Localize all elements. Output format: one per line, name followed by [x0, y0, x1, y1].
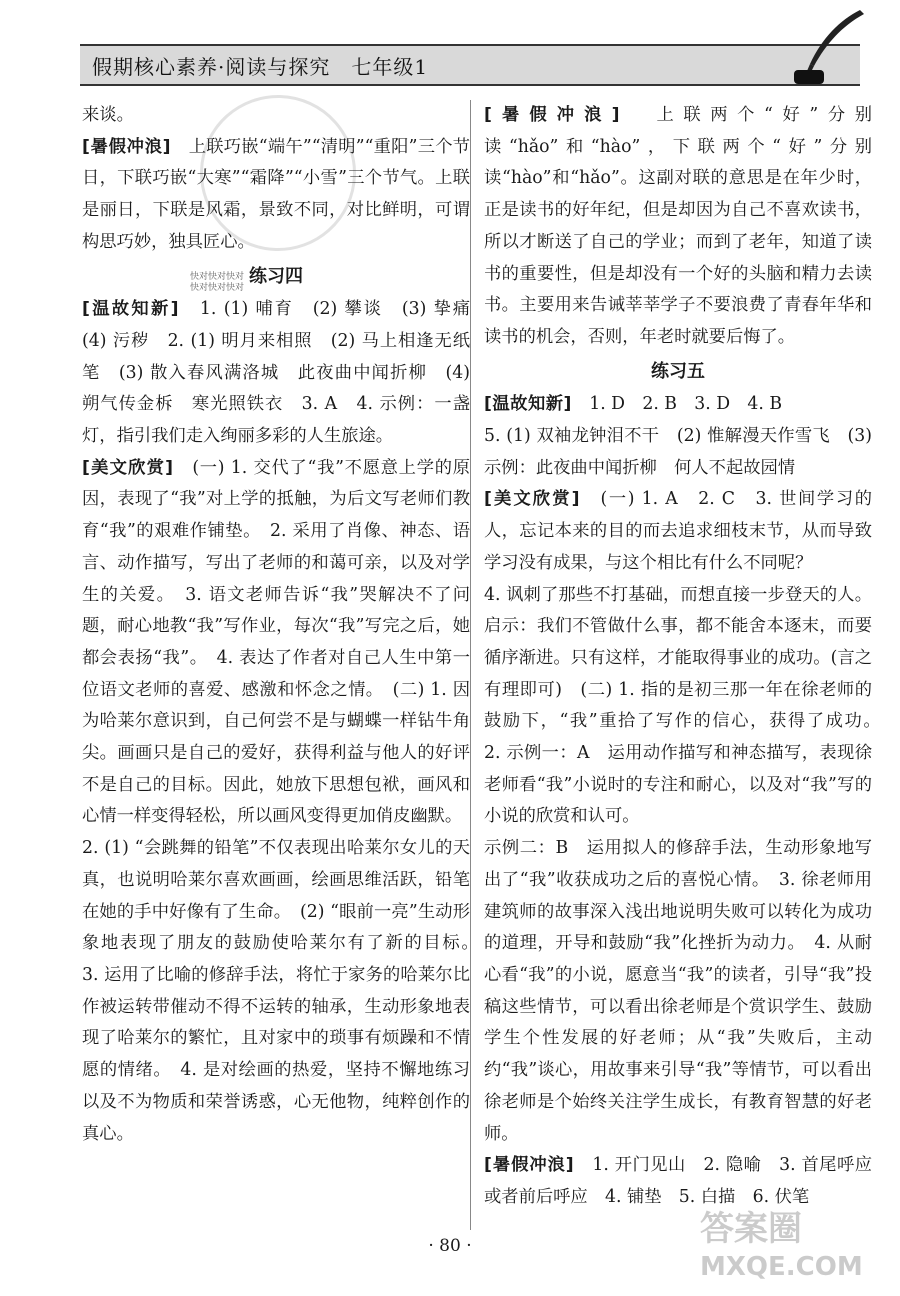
answer-paragraph	[82, 453, 470, 833]
answer-text: 上联两个“好”分别读“hǎo”和“hào”，下联两个“好”分别读“hào”和“hǎo”。这副对联的意思是在年少时，正是读书的好年纪，但是却因为自己不喜欢读书，所以才断送了自己的学业；而到了老年，知道了读书的重要性，但是却没有一个好的头脑和精力去读书。主要用来告诫莘莘学子不要浪费了青春年华和读书的机会，否则，年老时就要后悔了。	[484, 105, 873, 347]
answer-text: 2. (1) “会跳舞的铅笔”不仅表现出哈莱尔女儿的天真，也说明哈莱尔喜欢画画，绘画思维活跃，铅笔在她的手中好像有了生命。 (2) “眼前一亮”生动形象地表现了朋友的鼓励使哈莱尔有了新的目标。 3. 运用了比喻的修辞手法，将忙于家务的哈莱尔比作被运转带催动不得不运转的轴承，生动形象地表现了哈莱尔的繁忙，且对家中的琐事有烦躁和不情愿的情绪。 4. 是对绘画的热爱，坚持不懈地练习以及不为物质和荣誉诱惑，心无他物，纯粹创作的真心。	[82, 838, 488, 1144]
section-tag: [暑假冲浪]	[82, 136, 172, 157]
answer-text: 1. (1) 哺育 (2) 攀谈 (3) 挚痛 (4) 污秽 2. (1) 明月来相照 (2) 马上相逢无纸笔 (3) 散入春风满洛城 此夜曲中闻折柳 (4) 朔气传金柝 寒光照铁衣 3. A 4. 示例：一盏灯，指引我们走入绚丽多彩的人生旅途。	[82, 299, 488, 447]
answer-text: 5. (1) 双袖龙钟泪不干 (2) 惟解漫天作雪飞 (3) 示例：此夜曲中闻折柳 何人不起故园情	[484, 426, 872, 478]
watermark-line: MXQE.COM	[700, 1252, 863, 1282]
answer-paragraph	[484, 100, 872, 354]
answer-text: 4. 讽刺了那些不打基础，而想直接一步登天的人。启示：我们不管做什么事，都不能舍本逐末，而要循序渐进。只有这样，才能取得事业的成功。(言之有理即可) (二) 1. 指的是初三那一年在徐老师的鼓励下，“我”重拾了写作的信心，获得了成功。 2. 示例一：A 运用动作描写和神态描写，表现徐老师看“我”小说时的专注和耐心，以及对“我”写的小说的欣赏和认可。	[484, 584, 890, 827]
answer-text: 示例二：B 运用拟人的修辞手法，生动形象地写出了“我”收获成功之后的喜悦心情。 3. 徐老师用建筑师的故事深入浅出地说明失败可以转化为成功的道理，开导和鼓励“我”化挫折为动力。 4. 从耐心看“我”的小说，愿意当“我”的读者，引导“我”投稿这些情节，可以看出徐老师是个赏识学生、鼓励学生个性发展的好老师；从“我”失败后，主动约“我”谈心，用故事来引导“我”等情节，可以看出徐老师是个始终关注学生成长，有教育智慧的好老师。	[484, 838, 872, 1144]
section-title: 练习五	[651, 360, 705, 382]
answer-paragraph	[82, 833, 488, 1150]
answer-text: 1. 开门见山 2. 隐喻 3. 首尾呼应或者前后呼应 4. 铺垫 5. 白描 6. 伏笔	[484, 1155, 873, 1207]
answer-text: 1. D 2. B 3. D 4. B	[571, 394, 783, 415]
stamp-line: 快对快对快对	[190, 283, 245, 293]
answer-paragraph	[484, 1150, 872, 1213]
answer-paragraph	[484, 484, 872, 579]
answer-text: 上联巧嵌“端午”“清明”“重阳”三个节日，下联巧嵌“大寒”“霜降”“小雪”三个节气。上联是丽日，下联是风霜，景致不同，对比鲜明，可谓构思巧妙，独具匠心。	[82, 136, 471, 252]
section-tag: [暑假冲浪]	[484, 105, 620, 125]
page-number: · 80 ·	[428, 1236, 472, 1256]
section-tag: [温故知新]	[484, 394, 572, 415]
answer-text: (一) 1. 交代了“我”不愿意上学的原因，表现了“我”对上学的抵触，为后文写老师们教育“我”的艰难作铺垫。 2. 采用了肖像、神态、语言、动作描写，写出了老师的和蔼可亲，以及对学生的关爱。 3. 语文老师告诉“我”哭解决不了问题，耐心地教“我”写作业，每次“我”写完之后，她都会表扬“我”。 4. 表达了作者对自己人生中第一位语文老师的喜爱、感激和怀念之情。 (二) 1. 因为哈莱尔意识到，自己何尝不是与蝴蝶一样钻牛角尖。画画只是自己的爱好，获得利益与他人的好评不是自己的目标。因此，她放下思想包袱，画风和心情一样变得轻松，所以画风变得更加俏皮幽默。	[82, 457, 470, 827]
section-tag: [暑假冲浪]	[484, 1155, 575, 1176]
header-title: 假期核心素养·阅读与探究 七年级1	[92, 55, 429, 79]
answer-paragraph	[484, 389, 872, 421]
answer-paragraph	[82, 132, 470, 259]
quill-pen-icon	[790, 8, 870, 88]
answer-paragraph	[484, 833, 872, 1150]
section-tag: [美文欣赏]	[82, 457, 174, 478]
page-header	[80, 44, 860, 86]
left-column	[82, 100, 488, 1150]
section-tag: [美文欣赏]	[484, 489, 580, 510]
section-title: 练习四	[249, 265, 303, 287]
answer-paragraph	[82, 294, 488, 453]
section-tag: [温故知新]	[82, 299, 179, 320]
answer-paragraph	[82, 100, 470, 132]
column-divider	[470, 100, 471, 1230]
answer-paragraph	[484, 421, 872, 484]
watermark-line: 答案圈	[700, 1209, 802, 1249]
answer-text: (一) 1. A 2. C 3. 世间学习的人，忘记本来的目的而去追求细枝末节，从而导致学习没有成果，与这个相比有什么不同呢？	[484, 489, 873, 573]
answer-paragraph	[484, 580, 890, 834]
stamp-line: 快对快对快对	[190, 272, 245, 282]
right-column	[484, 100, 890, 1214]
answer-text: 来谈。	[82, 105, 134, 125]
watermark-logo	[700, 1210, 863, 1286]
